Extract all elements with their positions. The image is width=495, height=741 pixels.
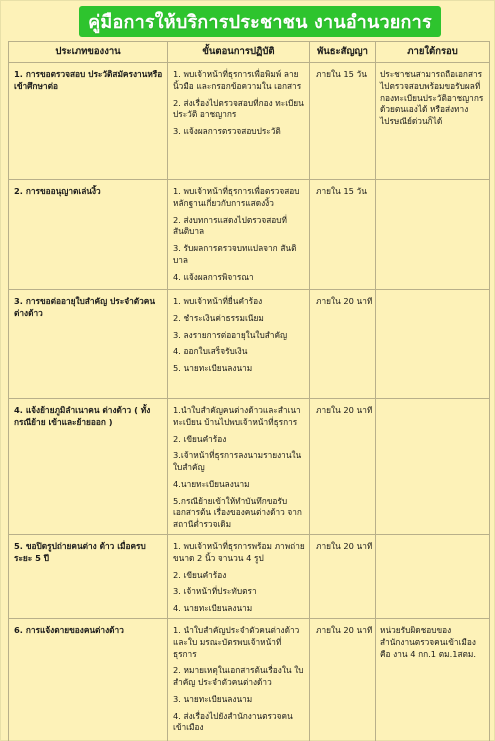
service-table bbox=[8, 41, 490, 741]
procedure-step: 2. เขียนคำร้อง bbox=[173, 569, 227, 580]
commitment-cell: ภายใน 15 วัน bbox=[310, 63, 376, 180]
procedure-cell bbox=[168, 618, 310, 741]
table-row bbox=[9, 399, 490, 535]
procedure-step: 1. พบเจ้าหน้าที่ธุรการเพื่อพิมพ์ ลายนิ้วมือ และกรอกข้อความใน เอกสาร bbox=[173, 69, 302, 91]
commitment-cell: ภายใน 20 นาที bbox=[310, 290, 376, 399]
procedure-step: 3. รับผลการตรวจบทแปลจาก สันติบาล bbox=[173, 243, 297, 265]
service-type-cell: 3. การขอต่ออายุใบสำคัญ ประจำตัวคน ต่างด้าว bbox=[9, 290, 168, 399]
table-row bbox=[9, 290, 490, 399]
procedure-step: 2. ส่งเรื่องไปตรวจสอบที่กอง ทะเบียนประวัติ อาชญากร bbox=[173, 97, 304, 120]
procedure-step: 4. ส่งเรื่องไปยังสำนักงานตรวจคน เข้าเมือง bbox=[173, 710, 293, 733]
commitment-cell: ภายใน 20 นาที bbox=[310, 399, 376, 535]
table-header-row bbox=[9, 42, 490, 63]
procedure-step: 1. พบเจ้าหน้าที่ยื่นคำร้อง bbox=[173, 296, 263, 306]
framework-cell bbox=[376, 290, 490, 399]
procedure-step: 4. แจ้งผลการพิจารณา bbox=[173, 271, 254, 282]
procedure-step: 5. นายทะเบียนลงนาม bbox=[173, 363, 253, 374]
procedure-cell bbox=[168, 399, 310, 535]
framework-cell: หน่วยรับผิดชอบของ สำนักงานตรวจคนเข้าเมือง คือ งาน 4 กก.1 ตม.1สตม. bbox=[376, 618, 490, 741]
table-row bbox=[9, 63, 490, 180]
procedure-step: 3. แจ้งผลการตรวจสอบประวัติ bbox=[173, 126, 281, 137]
table-row bbox=[9, 535, 490, 619]
service-type-cell: 6. การแจ้งตายของคนต่างด้าว bbox=[9, 618, 168, 741]
header-service-type: ประเภทของงาน bbox=[9, 42, 168, 63]
procedure-step: 3. เจ้าหน้าที่ประทับตรา bbox=[173, 586, 257, 597]
framework-cell bbox=[376, 180, 490, 290]
procedure-step: 1. นำใบสำคัญประจำตัวคนต่างด้าว และใบ มรณะบัตรพบเจ้าหน้าที่ ธุรการ bbox=[173, 624, 300, 659]
procedure-step: 3. ลงรายการต่ออายุในใบสำคัญ bbox=[173, 329, 288, 340]
table-body bbox=[9, 63, 490, 741]
table-row bbox=[9, 180, 490, 290]
procedure-step: 5.กรณีย้ายเข้าให้ทำบันทึกขอรับ เอกสารต้น เรื่องของคนต่างด้าว จากสถานีต่ำรวจเดิม bbox=[173, 495, 302, 530]
procedure-cell bbox=[168, 535, 310, 619]
header-commitment: พันธะสัญญา bbox=[310, 42, 376, 63]
table-row bbox=[9, 618, 490, 741]
procedure-step: 2. ชำระเงินค่าธรรมเนียม bbox=[173, 312, 264, 323]
service-type-cell: 5. ขอปิดรูปถ่ายคนต่าง ด้าว เมื่อครบ ระยะ 5 ปี bbox=[9, 535, 168, 619]
procedure-step: 3. นายทะเบียนลงนาม bbox=[173, 693, 253, 704]
procedure-step: 1. พบเจ้าหน้าที่ธุรการเพื่อตรวจสอบ หลักฐานเกี่ยวกับการแสดงงิ้ว bbox=[173, 186, 300, 208]
header-procedure: ขั้นตอนการปฏิบัติ bbox=[168, 42, 310, 63]
commitment-cell: ภายใน 15 วัน bbox=[310, 180, 376, 290]
procedure-step: 2. เขียนคำร้อง bbox=[173, 433, 227, 444]
document-title: คู่มือการให้บริการประชาชน งานอำนวยการ bbox=[88, 12, 432, 33]
procedure-step: 2. หมายเหตุในเอกสารต้นเรื่องใน ใบสำคัญ ประจำตัวคนต่างด้าว bbox=[173, 665, 304, 688]
procedure-step: 1.นำใบสำคัญคนต่างด้าวและสำเนา ทะเบียน บ้านไปพบเจ้าหน้าที่ธุรการ bbox=[173, 405, 301, 427]
title-banner bbox=[79, 6, 441, 37]
procedure-step: 4. ออกใบเสร็จรับเงิน bbox=[173, 346, 248, 357]
commitment-cell: ภายใน 20 นาที bbox=[310, 535, 376, 619]
framework-cell: ประชาชนสามารถถือเอกสาร ไปตรวจสอบพร้อมขอรับผลที่ กองทะเบียนประวัติอาชญากร ด้วยตนเองได้ หรือส่งทาง ไปรษณีย์ด่วนก็ได้ bbox=[376, 63, 490, 180]
procedure-cell bbox=[168, 63, 310, 180]
header-framework: ภายใต้กรอบ bbox=[376, 42, 490, 63]
service-table-container bbox=[8, 41, 489, 741]
framework-cell bbox=[376, 399, 490, 535]
procedure-step: 4. นายทะเบียนลงนาม bbox=[173, 603, 253, 614]
procedure-step: 1. พบเจ้าหน้าที่ธุรการพร้อม ภาพถ่ายขนาด 2 นิ้ว จานวน 4 รูป bbox=[173, 541, 305, 563]
procedure-step: 2. ส่งบทการแสดงไปตรวจสอบที่ สันติบาล bbox=[173, 214, 287, 237]
procedure-step: 4.นายทะเบียนลงนาม bbox=[173, 478, 250, 489]
service-type-cell: 1. การขอตรวจสอบ ประวัติสมัครงานหรือ เข้าศึกษาต่อ bbox=[9, 63, 168, 180]
commitment-cell: ภายใน 20 นาที bbox=[310, 618, 376, 741]
service-type-cell: 2. การขออนุญาตเล่นงิ้ว bbox=[9, 180, 168, 290]
procedure-cell bbox=[168, 180, 310, 290]
procedure-step: 3.เจ้าหน้าที่ธุรการลงนามรายงานใน ใบสำคัญ bbox=[173, 450, 302, 473]
service-type-cell: 4. แจ้งย้ายภูมิลำเนาคน ต่างด้าว ( ทั้งกรณีย้าย เข้าและย้ายออก ) bbox=[9, 399, 168, 535]
framework-cell bbox=[376, 535, 490, 619]
procedure-cell bbox=[168, 290, 310, 399]
